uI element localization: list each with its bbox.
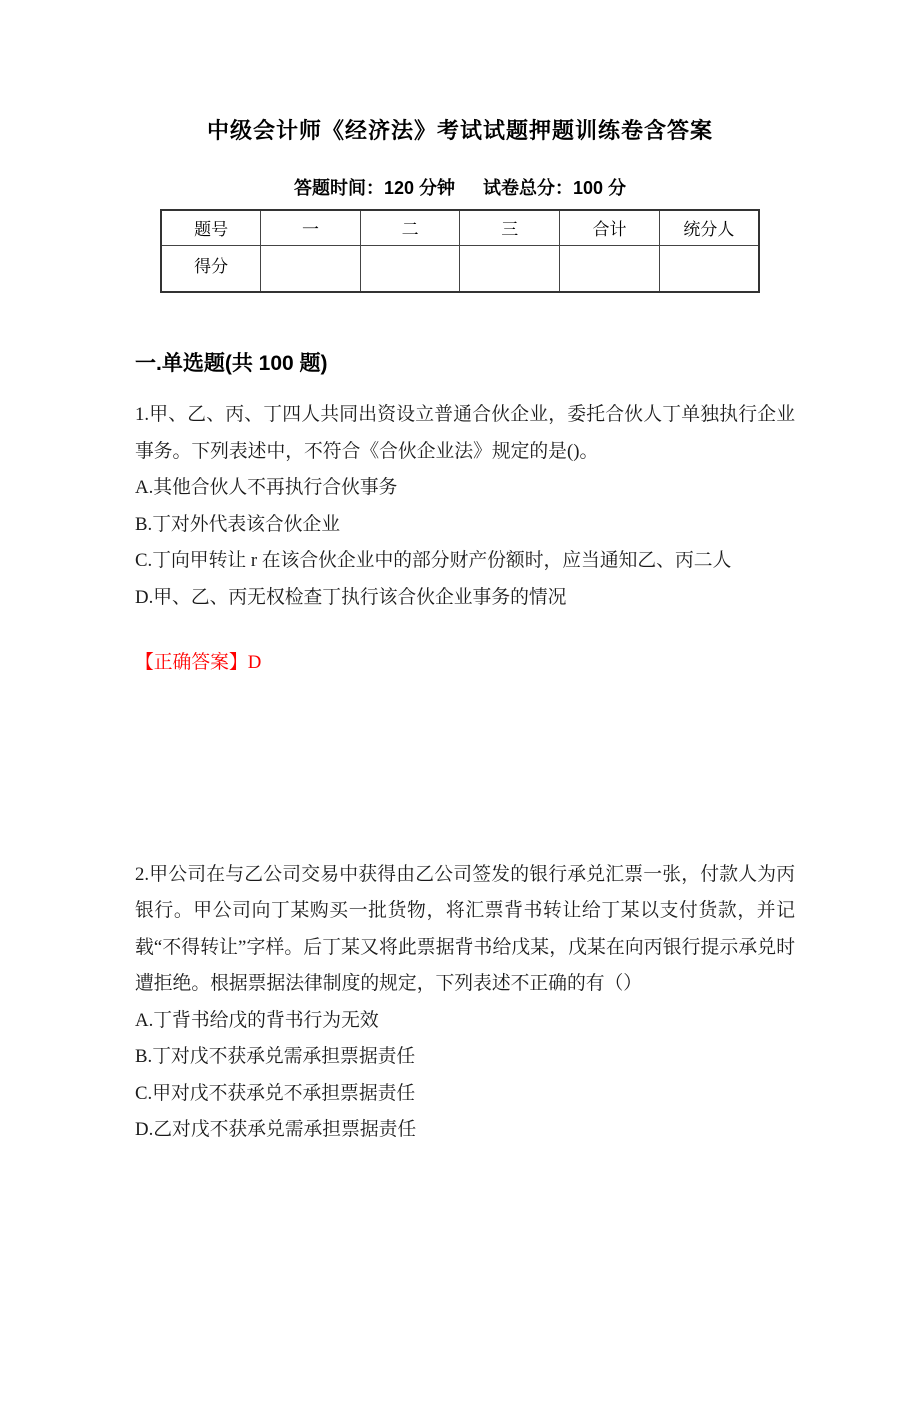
exam-paper-page	[0, 112, 920, 1149]
score-row-label: 得分	[161, 245, 261, 292]
question-2-option-a: A.丁背书给戊的背书行为无效	[135, 1009, 379, 1031]
question-1-option-a: A.其他合伙人不再执行合伙事务	[135, 477, 398, 498]
question-2-stem: 2.甲公司在与乙公司交易中获得由乙公司签发的银行承兑汇票一张，付款人为丙银行。甲公司向丁某购买一批货物，将汇票背书转让给丁某以支付货款，并记载“不得转让”字样。后丁某又将此票据背书给戊某，戊某在向丙银行提示承兑时遭拒绝。根据票据法律制度的规定，下列表述不正确的有（）	[135, 863, 795, 994]
section-heading: 一.单选题(共 100 题)	[135, 352, 328, 375]
question-2-option-c: C.甲对戊不获承兑不承担票据责任	[135, 1082, 416, 1104]
question-1-option-d: D.甲、乙、丙无权检查丁执行该合伙企业事务的情况	[135, 586, 567, 608]
correct-answer-value: D	[247, 652, 262, 673]
score-cell-empty	[360, 245, 460, 292]
correct-answer-label: 【正确答案】	[135, 652, 248, 673]
question-1-option-c: C.丁向甲转让 r 在该合伙企业中的部分财产份额时，应当通知乙、丙二人	[135, 550, 732, 571]
exam-content	[135, 352, 795, 1149]
score-cell-empty	[460, 245, 560, 292]
question-1-option-b: B.丁对外代表该合伙企业	[135, 513, 341, 535]
score-header-part-two: 二	[360, 210, 460, 245]
score-table-header-row	[161, 210, 759, 245]
score-cell-empty	[659, 245, 759, 292]
question-1-correct-answer	[135, 645, 795, 682]
score-table	[160, 209, 760, 293]
score-header-grader: 统分人	[659, 210, 759, 245]
score-cell-empty	[560, 245, 660, 292]
page-title: 中级会计师《经济法》考试试题押题训练卷含答案	[206, 118, 713, 143]
question-2-option-b: B.丁对戊不获承兑需承担票据责任	[135, 1046, 416, 1067]
question-1-stem: 1.甲、乙、丙、丁四人共同出资设立普通合伙企业，委托合伙人丁单独执行企业事务。下列表述中，不符合《合伙企业法》规定的是()。	[135, 404, 795, 462]
score-table-value-row	[161, 245, 759, 292]
score-cell-empty	[261, 245, 361, 292]
score-header-part-three: 三	[460, 210, 560, 245]
exam-meta	[0, 177, 920, 199]
question-2-option-d: D.乙对戊不获承兑需承担票据责任	[135, 1119, 417, 1140]
score-header-question-number: 题号	[161, 210, 261, 245]
exam-time-info: 答题时间：120 分钟	[293, 178, 455, 198]
exam-total-score-info: 试卷总分：100 分	[483, 178, 627, 198]
score-header-total: 合计	[560, 210, 660, 245]
score-header-part-one: 一	[261, 210, 361, 245]
